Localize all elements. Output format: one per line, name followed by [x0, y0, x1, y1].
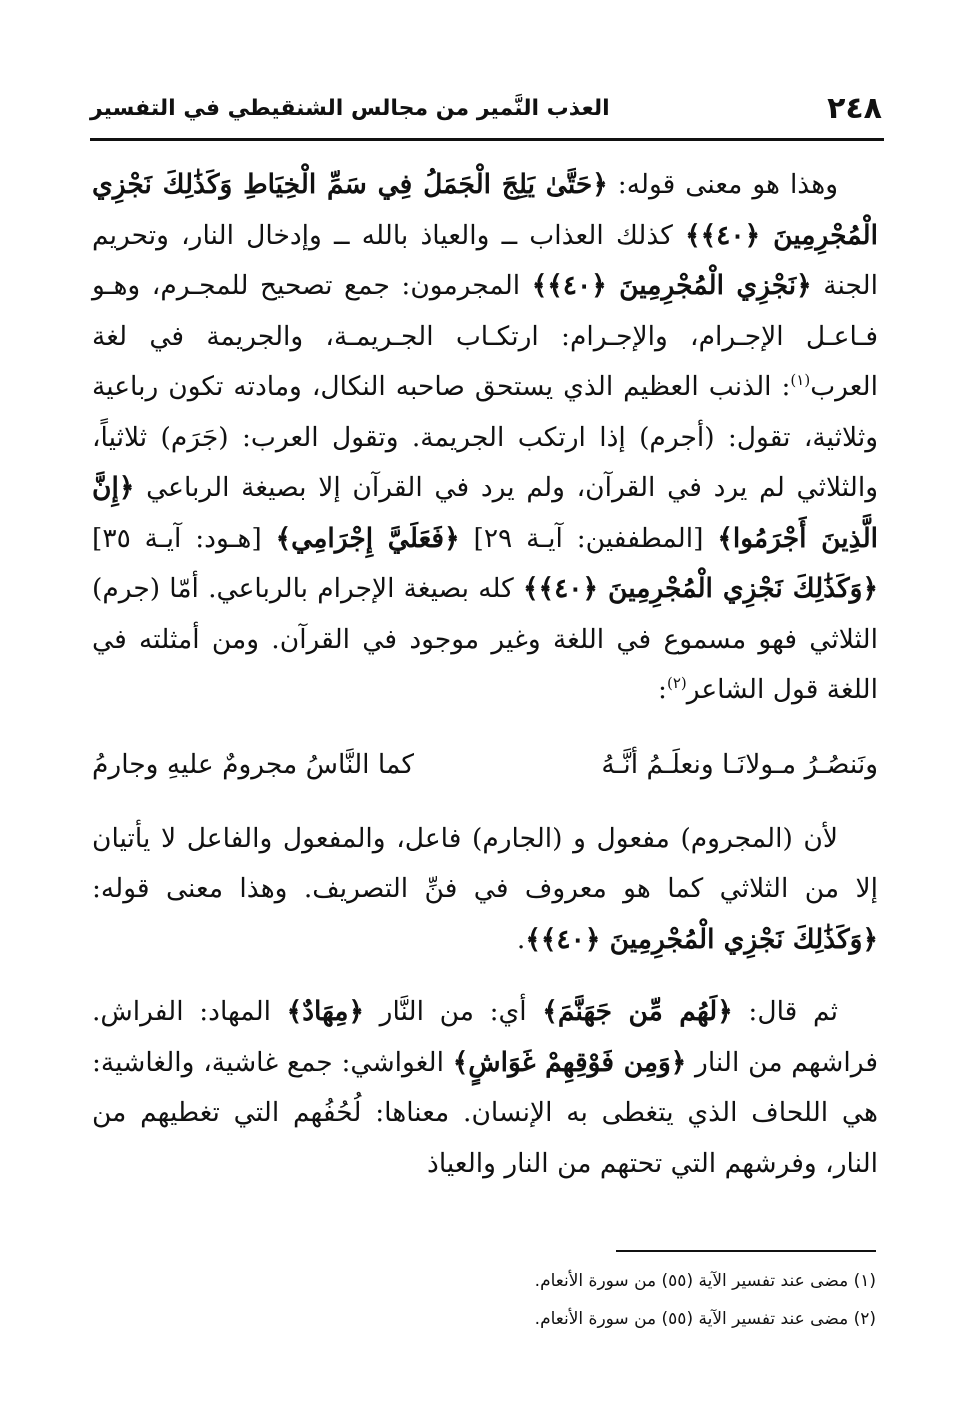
text-run: كله بصيغة الإجرام بالرباعي. أمّا (جرم) الثلاثي فهو مسموع في اللغة وغير موجود في القرآن. ومن أمثلته في اللغة قول الشاعر	[92, 573, 878, 705]
text-run: [المطففين: آيـة ٢٩]	[459, 522, 718, 554]
verse-first-hemistich: ونَنصُـرُ مـولانَـا ونعلَـمُ أنَّـهُ	[601, 748, 878, 780]
text-run: وهذا هو معنى قوله:	[607, 169, 838, 200]
quran-quote: ﴿وَمِن فَوْقِهِمْ غَوَاشٍ﴾	[452, 1046, 687, 1078]
footnote-marker-1[interactable]: (١)	[790, 371, 811, 390]
quran-quote: ﴿لَهُم مِّن جَهَنَّمَ﴾	[542, 996, 733, 1027]
text-run: المهاد: الفراش. فراشهم من النار	[92, 996, 878, 1078]
main-text	[92, 160, 878, 1189]
paragraph-3	[92, 987, 878, 1189]
page-number: ٢٤٨	[827, 90, 882, 126]
footnotes	[300, 1262, 876, 1338]
quran-quote: ﴿نَجْزِي الْمُجْرِمِينَ ﴿٤٠﴾﴾	[531, 270, 812, 301]
paragraph-2	[92, 814, 878, 966]
text-run: لأن (المجروم) مفعول و (الجارم) فاعل، والمفعول والفاعل لا يأتيان إلا من الثلاثي كما هو معروف في فنِّ التصريف. وهذا معنى قوله:	[92, 822, 878, 904]
quran-quote: ﴿حَتَّىٰ يَلِجَ الْجَمَلُ فِي سَمِّ الْخِيَاطِ وَكَذَٰلِكَ نَجْزِي الْمُجْرِمِينَ ﴿٤٠﴾﴾	[92, 169, 878, 251]
quran-quote: ﴿فَعَلَيَّ إِجْرَامِي﴾	[275, 522, 460, 554]
text-run: .	[516, 923, 526, 955]
quran-quote: ﴿وَكَذَٰلِكَ نَجْزِي الْمُجْرِمِينَ ﴿٤٠﴾﴾	[525, 923, 878, 955]
text-run: [هـود: آيـة ٣٥]	[92, 522, 276, 554]
text-run: أي: من النَّار	[364, 996, 543, 1027]
footnote-rule	[616, 1250, 876, 1252]
text-run: الغواشي: جمع غاشية، والغاشية: هي اللحاف الذي يتغطى به الإنسان. معناها: لُحُفُهم التي تغطيهم من النار، وفرشهم التي تحتهم من النار والعياذ	[92, 1046, 878, 1179]
text-run: : الذنب العظيم الذي يستحق صاحبه النكال، ومادته تكون رباعية وثلاثية، تقول: (أجرم) إذا ارتكب الجريمة. وتقول العرب: (جَرَم) ثلاثياً، والثلاثي لم يرد في القرآن، ولم يرد في القرآن إلا بصيغة الرباعي	[92, 371, 878, 503]
poetry-verse	[92, 740, 878, 790]
text-run: المجرمون: جمع تصحيح للمجـرم، وهـو فـاعـل الإجـرام، والإجـرام: ارتكـاب الجـريمـة، والجريمة في لغة العرب	[92, 270, 878, 402]
paragraph-1	[92, 160, 878, 716]
text-run: ثم قال:	[732, 996, 838, 1027]
header-rule	[90, 138, 884, 141]
quran-quote: ﴿إِنَّ الَّذِينَ أَجْرَمُوا﴾	[92, 472, 879, 554]
text-run: :	[658, 674, 667, 705]
book-title: العذب النَّمير من مجالس الشنقيطي في التفسير	[90, 95, 610, 121]
text-run: كذلك العذاب ــ والعياذ بالله ــ وإدخال النار، وتحريم الجنة	[92, 219, 878, 301]
quran-quote: ﴿مِهَادٌ﴾	[286, 996, 365, 1027]
footnote-1: (١) مضى عند تفسير الآية (٥٥) من سورة الأنعام.	[534, 1271, 876, 1291]
footnote-2: (٢) مضى عند تفسير الآية (٥٥) من سورة الأنعام.	[534, 1309, 876, 1329]
running-header	[90, 88, 882, 128]
verse-second-hemistich: كما النَّاسُ مجرومٌ عليهِ وجارمُ	[92, 748, 414, 780]
quran-quote: ﴿وَكَذَٰلِكَ نَجْزِي الْمُجْرِمِينَ ﴿٤٠﴾﴾	[523, 573, 878, 604]
footnote-marker-2[interactable]: (٢)	[666, 674, 687, 693]
